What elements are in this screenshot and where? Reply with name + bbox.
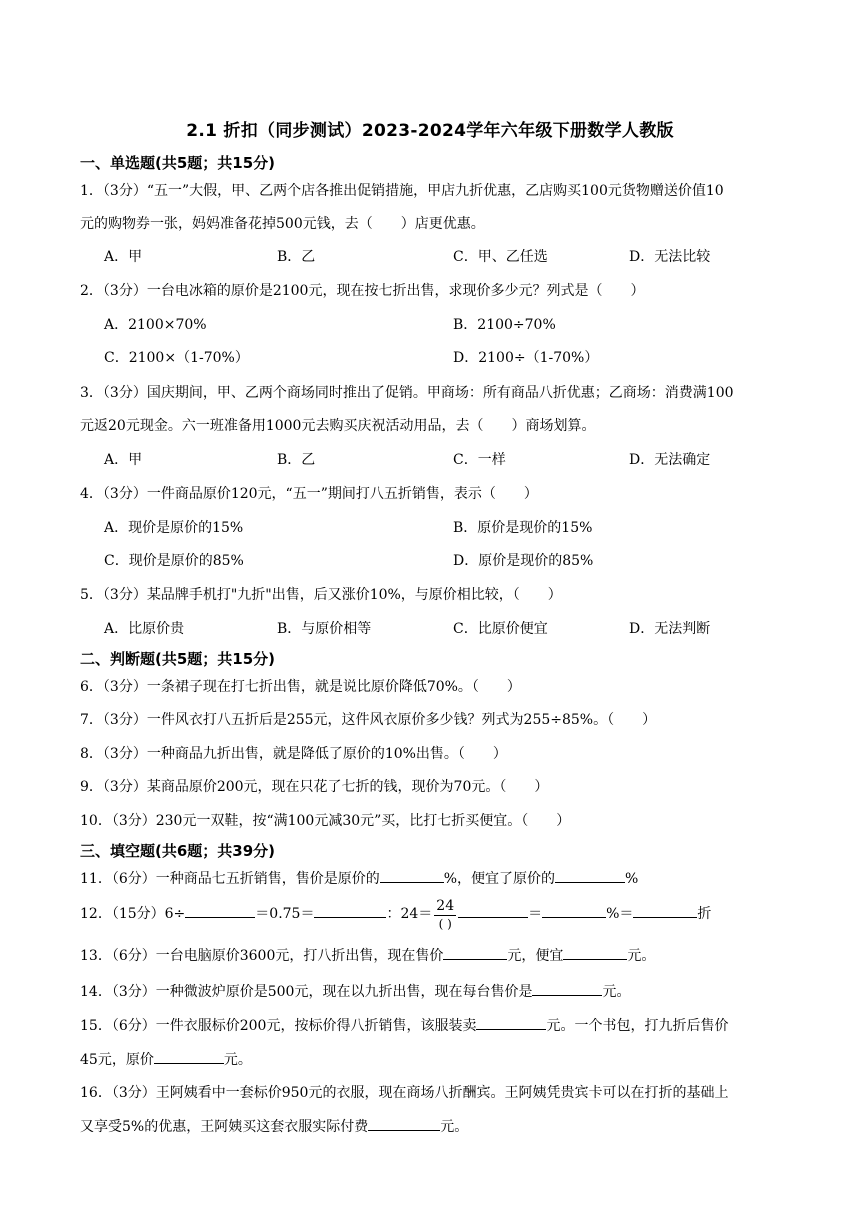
question-9: 9．（3分）某商品原价200元，现在只花了七折的钱，现价为70元。（ ） [80, 779, 549, 795]
question-10: 10．（3分）230元一双鞋，按“满100元减30元”买，比打七折买便宜。（ ） [80, 813, 571, 829]
q5-option-b: B．与原价相等 [277, 621, 372, 637]
question-8: 8．（3分）一种商品九折出售，就是降低了原价的10%出售。（ ） [80, 746, 507, 762]
q15-text-a: 15．（6分）一件衣服标价200元，按标价得八折销售，该服装卖 [80, 1018, 477, 1034]
q2-option-b: B．2100÷70% [453, 317, 556, 333]
q12-fraction-denominator[interactable]: ( ) [438, 916, 452, 931]
q13-blank-1[interactable] [443, 945, 507, 960]
q3-option-d: D．无法确定 [629, 452, 711, 468]
q12-blank-4[interactable] [542, 903, 606, 918]
q13-text-a: 13．（6分）一台电脑原价3600元，打八折出售，现在售价 [80, 948, 444, 964]
q13-blank-2[interactable] [563, 945, 627, 960]
q13-text-b: 元，便宜 [507, 948, 564, 964]
q12-blank-3[interactable] [458, 903, 528, 918]
question-12 [80, 896, 711, 932]
q14-text-a: 14．（3分）一种微波炉原价是500元，现在以九折出售，现在每台售价是 [80, 984, 533, 1000]
q3-option-b: B．乙 [277, 452, 316, 468]
q11-text-a: 11．（6分）一种商品七五折销售，售价是原价的 [80, 871, 380, 887]
q12-text-c: ：24＝ [386, 906, 433, 922]
q12-fraction-numerator: 24 [436, 897, 455, 914]
q5-option-c: C．比原价便宜 [453, 621, 548, 637]
q5-option-a: A．比原价贵 [104, 621, 185, 637]
section-heading-fill-in: 三、填空题(共6题；共39分) [80, 842, 276, 860]
q12-blank-2[interactable] [314, 903, 386, 918]
question-11 [80, 868, 638, 889]
q15-blank-1[interactable] [476, 1015, 546, 1030]
q11-text-b: %，便宜了原价的 [443, 871, 556, 887]
q12-text-b: ＝0.75＝ [255, 906, 315, 922]
q11-text-c: % [625, 871, 639, 887]
q15-text-d: 元。 [223, 1052, 252, 1068]
question-5-line-1: 5．（3分）某品牌手机打"九折"出售，后又涨价10%，与原价相比较，（ ） [80, 587, 562, 603]
q1-option-b: B．乙 [277, 249, 316, 265]
q12-blank-5[interactable] [633, 903, 697, 918]
section-heading-single-choice: 一、单选题(共5题；共15分) [80, 154, 276, 172]
question-7: 7．（3分）一件风衣打八五折后是255元，这件风衣原价多少钱？列式为255÷85%。（ ） [80, 712, 657, 728]
q1-option-c: C．甲、乙任选 [453, 249, 548, 265]
q5-option-d: D．无法判断 [629, 621, 711, 637]
page-title: 2.1 折扣（同步测试）2023-2024学年六年级下册数学人教版 [186, 121, 674, 141]
q4-option-b: B．原价是现价的15% [453, 520, 593, 536]
q3-option-a: A．甲 [104, 452, 143, 468]
q1-option-a: A．甲 [104, 249, 143, 265]
q4-option-c: C．现价是原价的85% [104, 553, 244, 569]
q2-option-d: D．2100÷（1-70%） [453, 350, 599, 366]
question-2-line-1: 2．（3分）一台电冰箱的原价是2100元，现在按七折出售，求现价多少元？列式是（ ） [80, 283, 645, 299]
q4-option-a: A．现价是原价的15% [104, 520, 244, 536]
q12-text-e: ＝ [528, 906, 543, 922]
q3-option-c: C．一样 [453, 452, 506, 468]
q15-blank-2[interactable] [154, 1049, 224, 1064]
question-15-line-1 [80, 1015, 728, 1036]
question-1-line-2: 元的购物券一张，妈妈准备花掉500元钱，去（ ）店更优惠。 [80, 216, 485, 232]
question-3-line-2: 元返20元现金。六一班准备用1000元去购买庆祝活动用品，去（ ）商场划算。 [80, 418, 596, 434]
question-3-line-1: 3．（3分）国庆期间，甲、乙两个商场同时推出了促销。甲商场：所有商品八折优惠；乙商场：消费满100 [80, 385, 734, 401]
q2-option-a: A．2100×70% [104, 317, 207, 333]
q16-text-b: 元。 [440, 1119, 469, 1135]
q16-blank-1[interactable] [368, 1116, 440, 1131]
question-13 [80, 945, 655, 966]
question-16-line-2 [80, 1116, 468, 1137]
question-4-line-1: 4．（3分）一件商品原价120元，“五一”期间打八五折销售，表示（ ） [80, 486, 538, 502]
q1-option-d: D．无法比较 [629, 249, 711, 265]
q14-blank-1[interactable] [532, 981, 602, 996]
q11-blank-2[interactable] [555, 868, 625, 883]
q12-text-g: 折 [697, 906, 712, 922]
q16-text-a: 又享受5%的优惠，王阿姨买这套衣服实际付费 [80, 1119, 369, 1135]
question-14 [80, 981, 630, 1002]
q12-blank-1[interactable] [185, 903, 255, 918]
q12-text-f: %＝ [606, 906, 634, 922]
question-6: 6．（3分）一条裙子现在打七折出售，就是说比原价降低70%。（ ） [80, 679, 521, 695]
q15-text-c: 45元，原价 [80, 1052, 154, 1068]
q11-blank-1[interactable] [380, 868, 444, 883]
question-16-line-1: 16．（3分）王阿姨看中一套标价950元的衣服，现在商场八折酬宾。王阿姨凭贵宾卡可以在打折的基础上 [80, 1085, 729, 1101]
q2-option-c: C．2100×（1-70%） [104, 350, 249, 366]
q12-fraction [434, 897, 456, 932]
question-15-line-2 [80, 1049, 252, 1070]
question-1-line-1: 1．（3分）“五一”大假，甲、乙两个店各推出促销措施，甲店九折优惠，乙店购买100元货物赠送价值10 [80, 183, 724, 199]
q15-text-b: 元。一个书包，打九折后售价 [546, 1018, 729, 1034]
section-heading-true-false: 二、判断题(共5题；共15分) [80, 650, 276, 668]
q14-text-b: 元。 [602, 984, 631, 1000]
q13-text-c: 元。 [627, 948, 656, 964]
q12-text-a: 12．（15分）6÷ [80, 906, 186, 922]
q4-option-d: D．原价是现价的85% [453, 553, 594, 569]
